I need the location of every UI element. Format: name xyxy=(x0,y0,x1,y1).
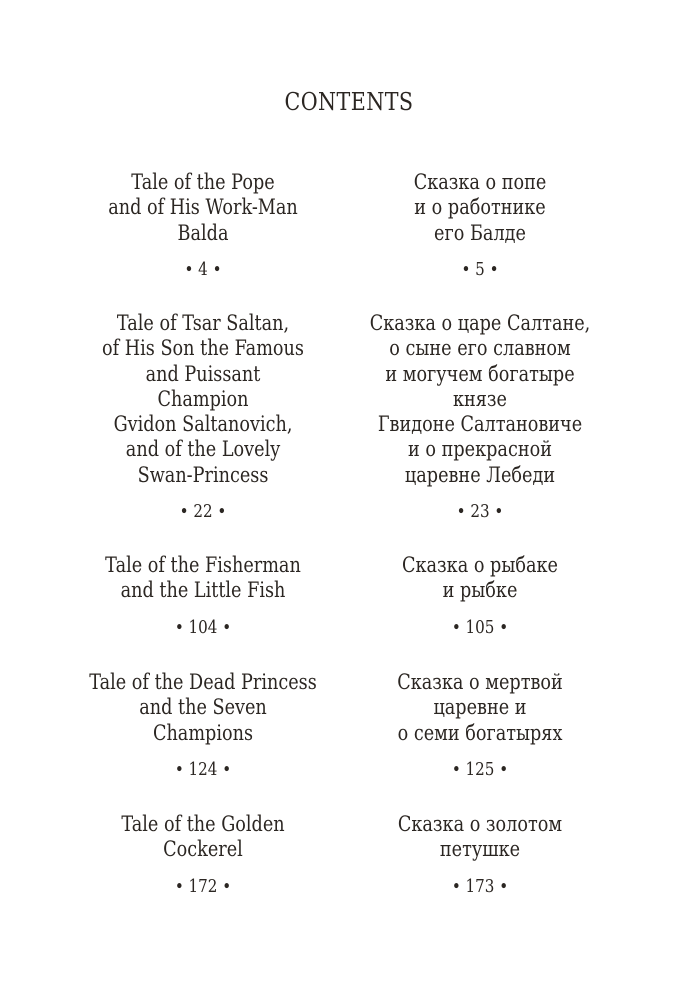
toc-entry-page: • 125 • xyxy=(451,758,509,780)
toc-entry-title: Сказка о мертвой царевне и о семи богатырях xyxy=(397,670,563,745)
toc-entry-page: • 4 • xyxy=(184,258,222,280)
toc-entry-ru-5[interactable] xyxy=(290,812,670,897)
toc-entry-page: • 22 • xyxy=(179,501,227,523)
toc-entry-title: Tale of the Dead Princess and the Seven Champions xyxy=(89,670,317,745)
toc-entry-page: • 105 • xyxy=(451,616,509,638)
toc-entry-page: • 104 • xyxy=(174,616,232,638)
toc-entry-page: • 173 • xyxy=(451,875,509,897)
toc-entry-title: Сказка о рыбаке и рыбке xyxy=(402,553,558,603)
page-title: CONTENTS xyxy=(284,88,414,116)
toc-entry-title: Сказка о попе и о работнике его Балде xyxy=(413,170,547,245)
toc-entry-title: Tale of the Fisherman and the Little Fish xyxy=(105,553,301,603)
toc-entry-title: Tale of the Golden Cockerel xyxy=(121,812,285,862)
toc-entry-page: • 5 • xyxy=(461,258,499,280)
toc-entry-ru-2[interactable] xyxy=(290,311,670,522)
toc-entry-title: Tale of Tsar Saltan, of His Son the Famous and Puissant Champion Gvidon Saltanovich, and of the Lovely Swan-Princess xyxy=(102,311,304,487)
toc-entry-page: • 124 • xyxy=(174,758,232,780)
toc-entry-title: Tale of the Pope and of His Work-Man Balda xyxy=(108,170,298,245)
toc-entry-page: • 172 • xyxy=(174,875,232,897)
toc-entry-ru-1[interactable] xyxy=(290,170,670,280)
toc-entry-title: Сказка о царе Салтане, о сыне его славном и могучем богатыре князе Гвидоне Салтановиче и о прекрасной царевне Лебеди xyxy=(369,311,591,487)
toc-entry-page: • 23 • xyxy=(456,501,504,523)
toc-entry-ru-3[interactable] xyxy=(290,553,670,638)
toc-entry-title: Сказка о золотом петушке xyxy=(397,812,563,862)
toc-entry-ru-4[interactable] xyxy=(290,670,670,780)
